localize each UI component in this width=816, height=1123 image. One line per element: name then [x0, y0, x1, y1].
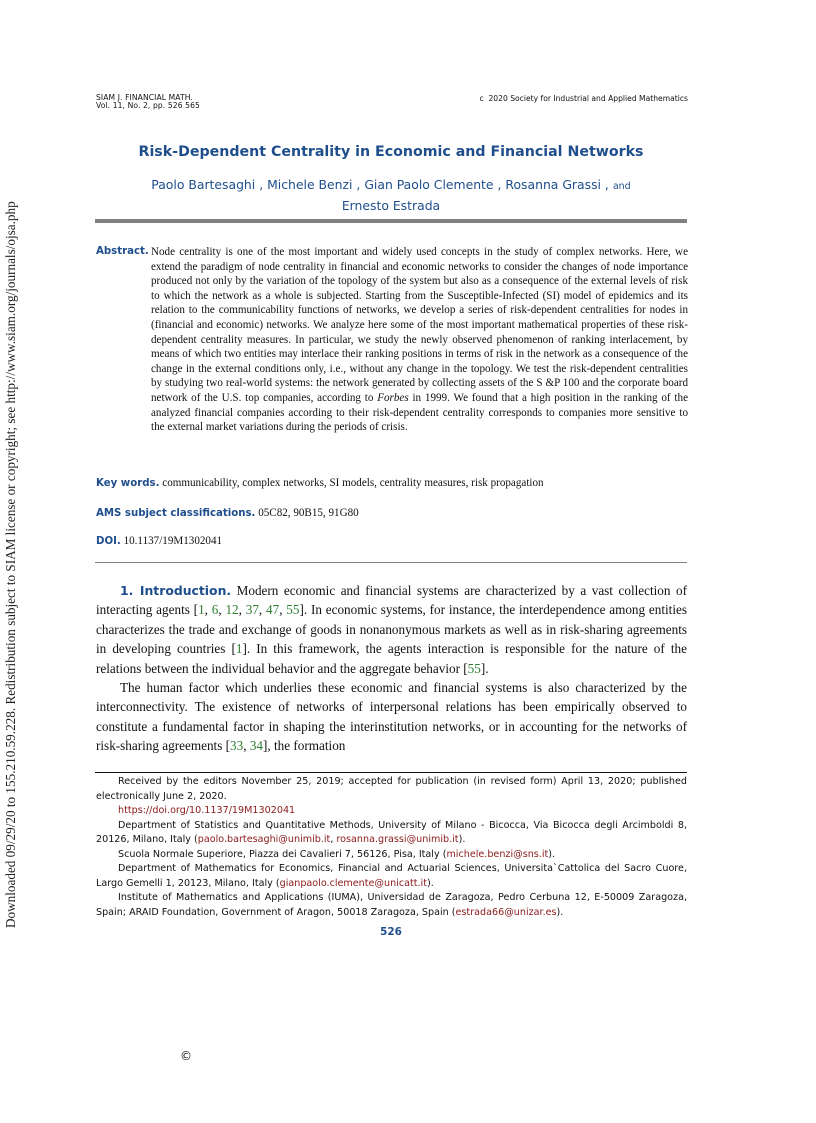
- citation-link[interactable]: 33: [230, 738, 244, 754]
- copyright-icon: ©: [180, 1049, 192, 1063]
- doi-value: 10.1137/19M1302041: [123, 535, 223, 547]
- doi-label: DOI.: [96, 536, 121, 547]
- author-name[interactable]: Ernesto Estrada: [341, 198, 441, 213]
- keywords-label: Key words.: [96, 478, 160, 489]
- citation-link[interactable]: 47: [266, 602, 280, 618]
- footnotes: [96, 775, 687, 920]
- doi: [96, 535, 222, 547]
- copyright-header: [456, 94, 688, 103]
- citation-link[interactable]: 55: [467, 660, 481, 676]
- author-and: and: [612, 181, 631, 192]
- section-heading: 1. Introduction.: [120, 583, 232, 598]
- intro-paragraph-1: 1. Introduction. Modern economic and financial systems are characterized by a vast collection of interacting agents [1, 6, 12, 37, 47, 55]. In economic systems, for instance, the interdependence among entities characterizes the trade and exchange of goods in nonanonymous markets as well as in risk-sharing agreements in developing countries [1]. In this framework, the agents interaction is responsible for the nature of the relations between the individual behavior and the aggregate behavior [55].: [96, 583, 688, 676]
- author-name[interactable]: Gian Paolo Clemente: [364, 177, 494, 192]
- citation-link[interactable]: 37: [245, 602, 259, 618]
- abstract-block: [96, 245, 688, 435]
- ams-classifications: [96, 507, 359, 519]
- ams-label: AMS subject classifications.: [96, 508, 256, 519]
- footnote-affiliation-3: Department of Mathematics for Economics, Financial and Actuarial Sciences, Universita`Cattolica del Sacro Cuore, Largo Gemelli 1, 20123, Milano, Italy (gianpaolo.clemente@unicatt.it).: [96, 863, 687, 889]
- email-link[interactable]: rosanna.grassi@unimib.it: [336, 834, 459, 845]
- introduction-section: [96, 581, 687, 756]
- author-name[interactable]: Michele Benzi: [267, 177, 353, 192]
- doi-link[interactable]: https://doi.org/10.1137/19M1302041: [118, 805, 296, 816]
- email-link[interactable]: michele.benzi@sns.it: [446, 848, 549, 860]
- keywords: [96, 477, 544, 489]
- journal-name: SIAM J. FINANCIAL MATH.: [96, 93, 193, 102]
- abstract-italic: Forbes: [377, 391, 409, 404]
- email-link[interactable]: estrada66@unizar.es: [455, 906, 557, 918]
- page-number: 526: [380, 926, 402, 938]
- keywords-value: communicability, complex networks, SI models, centrality measures, risk propagation: [162, 477, 544, 489]
- footnote-affiliation-2: Scuola Normale Superiore, Piazza dei Cavalieri 7, 56126, Pisa, Italy (michele.benzi@sns.it).: [118, 848, 556, 860]
- download-notice: Downloaded 09/29/20 to 155.210.59.228. Redistribution subject to SIAM license or copyright; see http://www.siam.org/journals/ojsa.php: [3, 201, 18, 928]
- citation-link[interactable]: 1: [235, 641, 243, 657]
- footnote-affiliation-4: Institute of Mathematics and Applications (IUMA), Universidad de Zaragoza, Pedro Cerbuna 12, E-50009 Zaragoza, Spain; ARAID Foundation, Government of Aragon, 50018 Zaragoza, Spain (estrada66@unizar.es).: [96, 892, 687, 918]
- email-link[interactable]: gianpaolo.clemente@unicatt.it: [279, 877, 427, 889]
- ams-value: 05C82, 90B15, 91G80: [258, 507, 359, 519]
- email-link[interactable]: paolo.bartesaghi@unimib.it: [197, 834, 331, 845]
- author-name[interactable]: Paolo Bartesaghi: [151, 177, 256, 192]
- footnote-affiliation-1: Department of Statistics and Quantitative Methods, University of Milano - Bicocca, Via Bicocca degli Arcimboldi 8, 20126, Milano, Italy (paolo.bartesaghi@unimib.it, rosanna.grassi@unimib.it).: [96, 819, 687, 845]
- abstract-text: Node centrality is one of the most important and widely used concepts in the study of complex networks. Here, we extend the paradigm of node centrality in financial and economic networks to consider the changes of node importance produced not only by the variation of the topology of the system but also as a consequence of the external levels of risk to which the network as a whole is subjected. Starting from the Susceptible-Infected (SI) model of epidemics and its relation to the communicability functions of networks, we develop a series of risk-dependent centralities for nodes in (financial and economic) networks. We analyze here some of the most important mathematical properties of these risk-dependent centrality measures. In particular, we study the newly observed phenomenon of ranking interlacement, by means of which two entities may interlace their ranking positions in terms of risk in the network as a consequence of the change in the external conditions only, i.e., without any change in the topology. We test the risk-dependent centralities by studying two real-world systems: the network generated by collecting assets of the S &P 100 and the corporate board network of the U.S. top companies, according to Forbes in 1999. We found that a high position in the ranking of the analyzed financial companies according to their risk-dependent centrality corresponds to companies more sensitive to the external market variations during the periods of crisis.: [151, 246, 688, 434]
- intro-paragraph-2: The human factor which underlies these economic and financial systems is also characterized by the interconnectivity. The existence of networks of interpersonal relations has been empirically observed to constitute a fundamental factor in shaping the interinstitution networks, or in accounting for the networks of risk-sharing agreements [33, 34], the formation: [96, 680, 687, 754]
- title-rule: [95, 219, 687, 223]
- copyright-text: 2020 Society for Industrial and Applied Mathematics: [488, 94, 688, 103]
- citation-link[interactable]: 12: [225, 602, 239, 618]
- footnote-received: Received by the editors November 25, 2019; accepted for publication (in revised form) April 13, 2020; published electronically June 2, 2020.: [96, 776, 687, 802]
- citation-link[interactable]: 6: [211, 602, 219, 618]
- citation-link[interactable]: 34: [249, 738, 263, 754]
- citation-link[interactable]: 55: [286, 602, 300, 618]
- citation-link[interactable]: 1: [198, 602, 205, 618]
- author-name[interactable]: Rosanna Grassi: [505, 177, 601, 192]
- copyright-icon: c: [479, 94, 484, 103]
- paper-title: Risk-Dependent Centrality in Economic and Financial Networks: [138, 144, 644, 160]
- abstract-rule: [95, 562, 687, 563]
- journal-volume: Vol. 11, No. 2, pp. 526 565: [96, 101, 200, 110]
- journal-header: [96, 94, 200, 110]
- abstract-label: Abstract.: [96, 246, 149, 257]
- author-list: Paolo Bartesaghi , Michele Benzi , Gian Paolo Clemente , Rosanna Grassi , and Ernesto Estrada: [151, 177, 631, 213]
- footnote-rule: [95, 772, 687, 773]
